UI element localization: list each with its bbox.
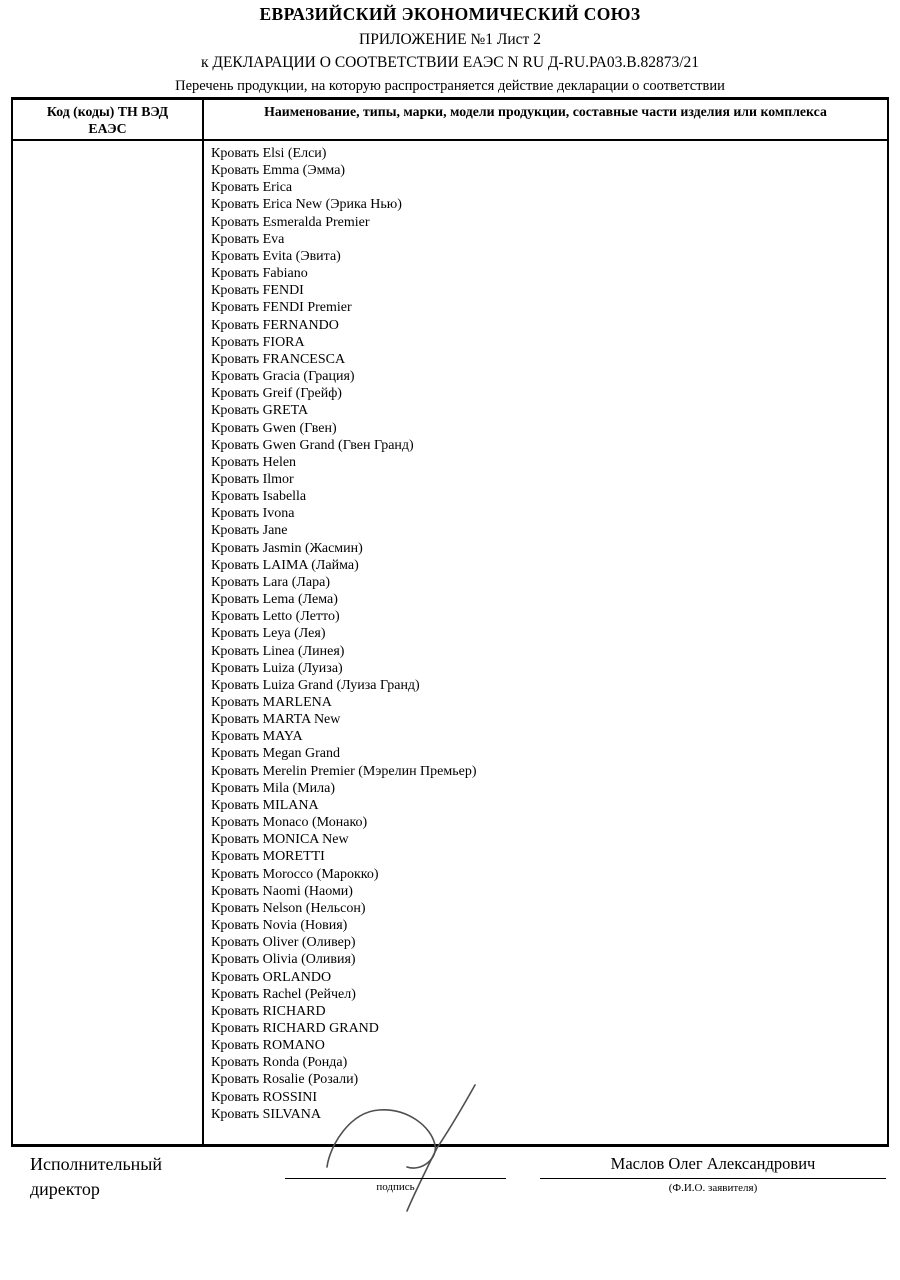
product-item: Кровать Eva [211,231,285,247]
list-subtitle: Перечень продукции, на которую распространяется действие декларации о соответствии [175,78,725,94]
applicant-block [540,1150,886,1195]
product-item: Кровать Gwen (Гвен) [211,420,337,436]
product-item: Кровать Erica New (Эрика Нью) [211,197,402,213]
product-item: Кровать LAIMA (Лайма) [211,557,359,573]
product-item: Кровать MORETTI [211,849,325,865]
product-item: Кровать Jasmin (Жасмин) [211,540,363,556]
product-item: Кровать MARLENA [211,695,332,710]
product-item: Кровать RICHARD [211,1003,326,1019]
product-item: Кровать Ronda (Ронда) [211,1055,348,1071]
product-item: Кровать Lema (Лема) [211,592,338,608]
product-item: Кровать Naomi (Наоми) [211,883,353,899]
product-item: Кровать Esmeralda Premier [211,214,370,230]
col-header-name: Наименование, типы, марки, модели продукции, составные части изделия или комплекса [264,104,827,119]
product-item: Кровать RICHARD GRAND [211,1020,379,1036]
product-item: Кровать MAYA [211,729,303,745]
product-item: Кровать Olivia (Оливия) [211,952,356,968]
product-item: Кровать MILANA [211,797,319,813]
signature-caption: подпись [376,1181,415,1193]
product-item: Кровать ORLANDO [211,969,332,985]
product-item: Кровать Fabiano [211,266,308,282]
product-item: Кровать Luiza Grand (Луиза Гранд) [211,677,420,693]
product-item: Кровать ROMANO [211,1038,325,1054]
code-cell [13,141,204,1144]
table-body-row [13,141,887,1144]
product-item: Кровать Linea (Линея) [211,643,345,659]
product-item: Кровать FRANCESCA [211,351,346,367]
page-title: ЕВРАЗИЙСКИЙ ЭКОНОМИЧЕСКИЙ СОЮЗ [259,4,641,24]
table-header-row [13,100,887,141]
product-item: Кровать SILVANA [211,1106,321,1122]
product-item: Кровать Lara (Лара) [211,574,331,590]
product-item: Кровать FIORA [211,334,305,350]
product-item: Кровать Morocco (Марокко) [211,866,379,882]
applicant-caption: (Ф.И.О. заявителя) [668,1182,758,1194]
executive-title: Исполнительный директор [30,1154,163,1199]
product-item: Кровать Emma (Эмма) [211,163,346,179]
product-item: Кровать Luiza (Луиза) [211,660,343,676]
product-item: Кровать Helen [211,454,297,470]
product-item: Кровать MARTA New [211,712,341,728]
product-item: Кровать Leya (Лея) [211,626,326,642]
product-item: Кровать FENDI [211,283,304,299]
product-item: Кровать GRETA [211,403,309,419]
product-item: Кровать Nelson (Нельсон) [211,900,366,916]
product-item: Кровать Evita (Эвита) [211,248,341,264]
product-item: Кровать Erica [211,180,293,196]
product-list [204,141,887,1144]
product-item: Кровать Monaco (Монако) [211,815,368,831]
product-item: Кровать Merelin Premier (Мэрелин Премьер) [211,763,477,779]
product-item: Кровать Rosalie (Розали) [211,1072,359,1088]
appendix-line: ПРИЛОЖЕНИЕ №1 Лист 2 [359,31,541,48]
product-item: Кровать Ilmor [211,471,294,487]
product-item: Кровать Rachel (Рейчел) [211,986,356,1002]
product-table [11,97,889,1147]
product-item: Кровать MONICA New [211,832,349,848]
product-item: Кровать Greif (Грейф) [211,386,342,402]
product-item: Кровать Megan Grand [211,746,340,762]
product-item: Кровать Mila (Мила) [211,780,336,796]
product-item: Кровать FERNANDO [211,317,339,333]
applicant-name: Маслов Олег Александрович [540,1150,886,1179]
product-item: Кровать Oliver (Оливер) [211,935,356,951]
product-item: Кровать Jane [211,523,288,539]
product-item: Кровать Elsi (Елси) [211,146,327,161]
product-item: Кровать Letto (Летто) [211,609,340,625]
signature-line-block [285,1178,506,1194]
product-item: Кровать Isabella [211,489,307,505]
product-item: Кровать Gracia (Грация) [211,369,355,385]
product-item: Кровать ROSSINI [211,1089,318,1105]
col-header-code: Код (коды) ТН ВЭД ЕАЭС [13,100,204,139]
document-header [0,3,900,96]
declaration-number-line: к ДЕКЛАРАЦИИ О СООТВЕТСТВИИ ЕАЭС N RU Д-RU.РА03.В.82873/21 [200,54,700,71]
product-item: Кровать Novia (Новия) [211,918,348,934]
product-item: Кровать FENDI Premier [211,300,352,316]
product-item: Кровать Ivona [211,506,295,522]
product-item: Кровать Gwen Grand (Гвен Гранд) [211,437,414,453]
